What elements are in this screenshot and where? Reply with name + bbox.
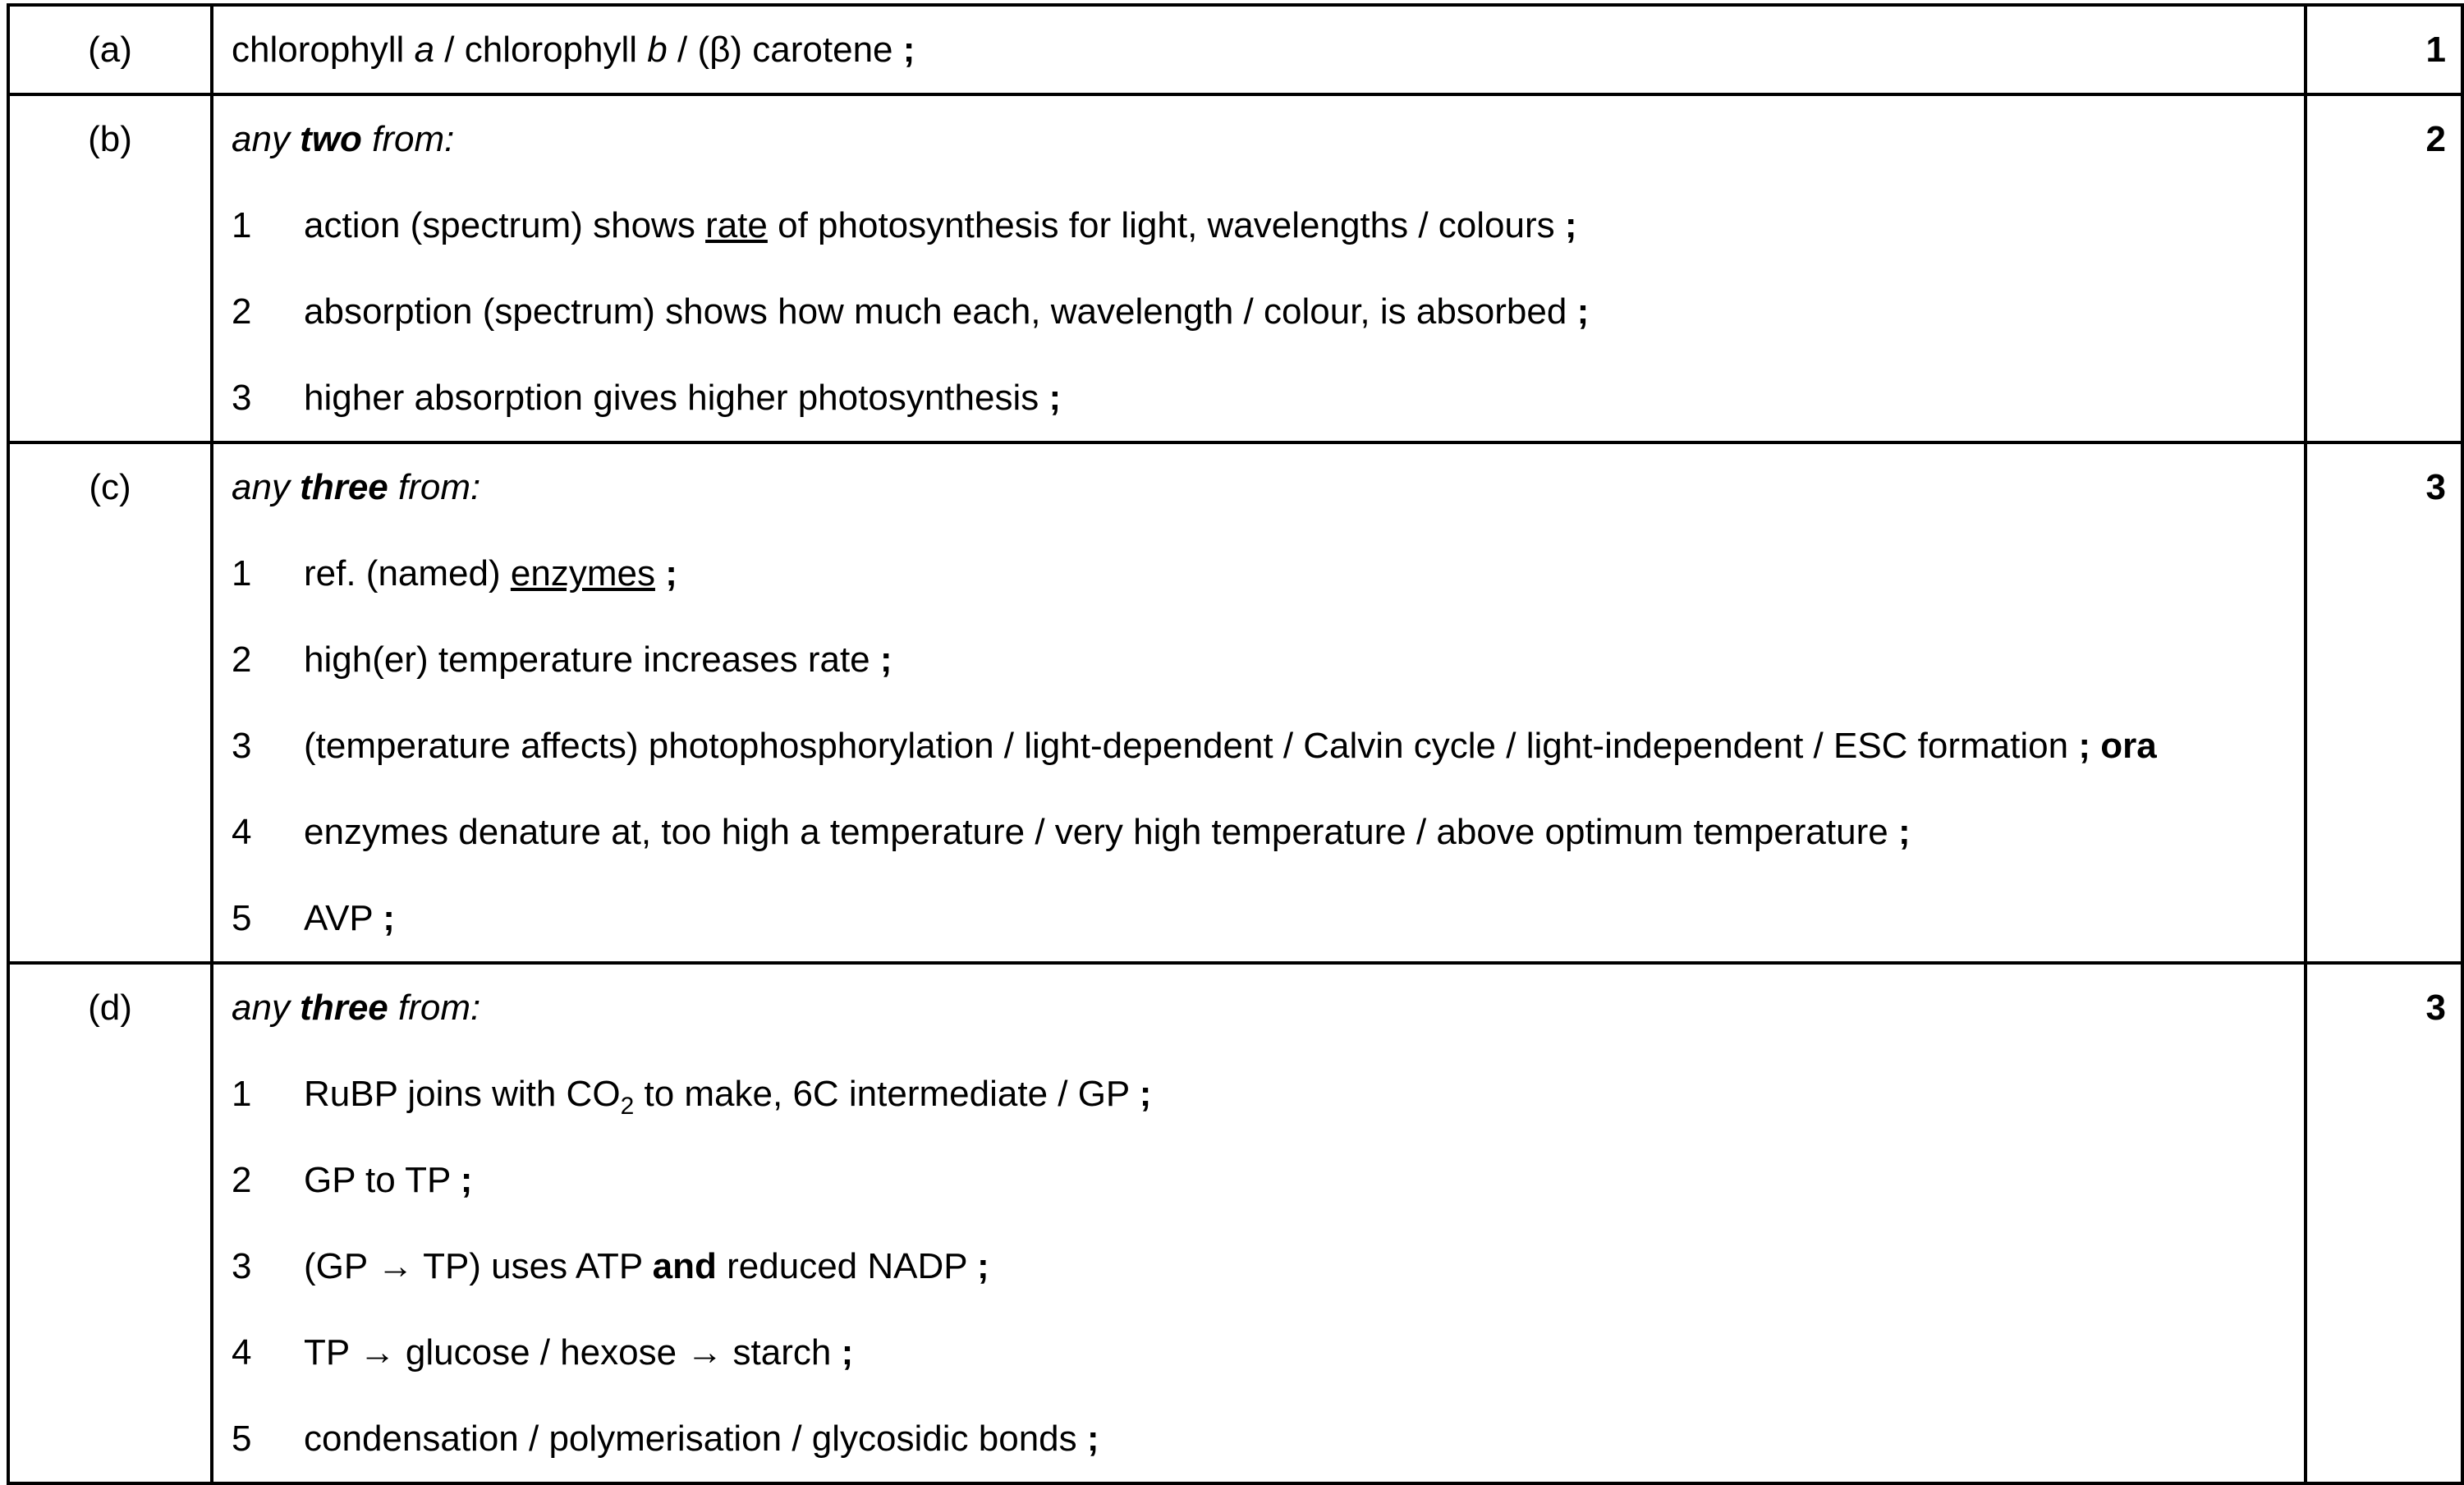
item-subscript: 2 <box>620 1092 635 1120</box>
mark-point-separator: ; ora <box>2078 726 2157 766</box>
item-number: 3 <box>232 726 252 766</box>
mark-point-separator: ; <box>1576 291 1590 332</box>
item-text <box>655 553 665 594</box>
item-text: (temperature affects) photophosphorylation / light-dependent / Calvin cycle / light-independent / ESC formation <box>304 726 2079 766</box>
answer-italic-a: a <box>414 30 435 70</box>
mark-point-separator: ; <box>1048 378 1062 418</box>
intro-from: from: <box>361 119 455 159</box>
question-row-b <box>8 94 2462 442</box>
mark-point-separator: ; <box>383 898 395 938</box>
intro-count: two <box>300 119 362 159</box>
list-item <box>232 1223 2304 1309</box>
mark-point-separator: ; <box>841 1332 854 1373</box>
part-label: (a) <box>8 5 212 94</box>
question-row-c <box>8 442 2462 963</box>
item-text: to make, 6C intermediate / GP <box>634 1074 1140 1114</box>
item-number: 2 <box>232 639 252 680</box>
intro-count: three <box>300 988 388 1028</box>
answer-cell <box>212 442 2306 963</box>
item-number: 1 <box>232 205 252 245</box>
intro-count: three <box>300 467 388 507</box>
item-number: 3 <box>232 1246 252 1286</box>
answer-cell <box>212 94 2306 442</box>
item-text: reduced NADP <box>716 1246 978 1286</box>
intro-any: any <box>232 119 301 159</box>
question-row-d <box>8 963 2462 1483</box>
item-text: (GP → TP) uses ATP <box>304 1246 653 1286</box>
list-item <box>232 875 2304 961</box>
answer-text: / (β) carotene <box>667 30 903 70</box>
mark-point-separator: ; <box>1897 812 1911 852</box>
item-text: GP to TP <box>304 1160 461 1200</box>
list-item <box>232 1137 2304 1223</box>
answer-intro <box>232 96 2304 182</box>
item-text: AVP <box>304 898 383 938</box>
list-item <box>232 616 2304 703</box>
answer-intro <box>232 444 2304 530</box>
item-underlined: enzymes <box>510 553 655 594</box>
answer-cell <box>212 5 2306 94</box>
item-number: 1 <box>232 553 252 594</box>
item-number: 2 <box>232 1160 252 1200</box>
intro-from: from: <box>388 988 481 1028</box>
item-text: ref. (named) <box>304 553 511 594</box>
answer-text: chlorophyll <box>232 30 415 70</box>
marks-value: 1 <box>2306 5 2462 94</box>
marks-value: 3 <box>2306 442 2462 963</box>
answer-text: / chlorophyll <box>434 30 648 70</box>
item-text: condensation / polymerisation / glycosidic bonds <box>304 1419 1087 1459</box>
item-number: 3 <box>232 378 252 418</box>
item-number: 2 <box>232 291 252 332</box>
mark-point-separator: ; <box>1139 1074 1152 1114</box>
mark-scheme-table <box>7 3 2464 1485</box>
answer-italic-b: b <box>647 30 668 70</box>
item-number: 5 <box>232 898 252 938</box>
intro-any: any <box>232 467 301 507</box>
item-text: enzymes denature at, too high a temperature / very high temperature / above optimum temperature <box>304 812 1898 852</box>
item-text: of photosynthesis for light, wavelengths / colours <box>767 205 1565 245</box>
list-item <box>232 355 2304 441</box>
answer-intro <box>232 965 2304 1051</box>
marks-value: 2 <box>2306 94 2462 442</box>
list-item <box>232 268 2304 355</box>
list-item <box>232 703 2304 789</box>
mark-point-separator: ; <box>1086 1419 1099 1459</box>
list-item <box>232 1396 2304 1482</box>
answer-line <box>232 7 2304 93</box>
list-item <box>232 530 2304 616</box>
item-number: 4 <box>232 812 252 852</box>
list-item <box>232 182 2304 268</box>
mark-point-separator: ; <box>1564 205 1577 245</box>
list-item <box>232 1309 2304 1396</box>
mark-point-separator: ; <box>902 30 915 70</box>
item-text: absorption (spectrum) shows how much each, wavelength / colour, is absorbed <box>304 291 1577 332</box>
list-item <box>232 789 2304 875</box>
mark-point-separator: ; <box>879 639 892 680</box>
item-text: RuBP joins with CO <box>304 1074 621 1114</box>
item-number: 1 <box>232 1074 252 1114</box>
list-item <box>232 1051 2304 1137</box>
question-row-a <box>8 5 2462 94</box>
mark-point-separator: ; <box>460 1160 473 1200</box>
item-text: higher absorption gives higher photosynthesis <box>304 378 1049 418</box>
mark-point-separator: ; <box>977 1246 989 1286</box>
item-text: high(er) temperature increases rate <box>304 639 880 680</box>
part-label: (d) <box>8 963 212 1483</box>
marks-value: 3 <box>2306 963 2462 1483</box>
item-text: TP → glucose / hexose → starch <box>304 1332 842 1373</box>
intro-from: from: <box>388 467 481 507</box>
item-number: 4 <box>232 1332 252 1373</box>
item-text: action (spectrum) shows <box>304 205 706 245</box>
part-label: (b) <box>8 94 212 442</box>
item-number: 5 <box>232 1419 252 1459</box>
intro-any: any <box>232 988 301 1028</box>
item-underlined: rate <box>705 205 768 245</box>
part-label: (c) <box>8 442 212 963</box>
answer-cell <box>212 963 2306 1483</box>
item-bold: and <box>652 1246 717 1286</box>
mark-point-separator: ; <box>665 553 677 594</box>
